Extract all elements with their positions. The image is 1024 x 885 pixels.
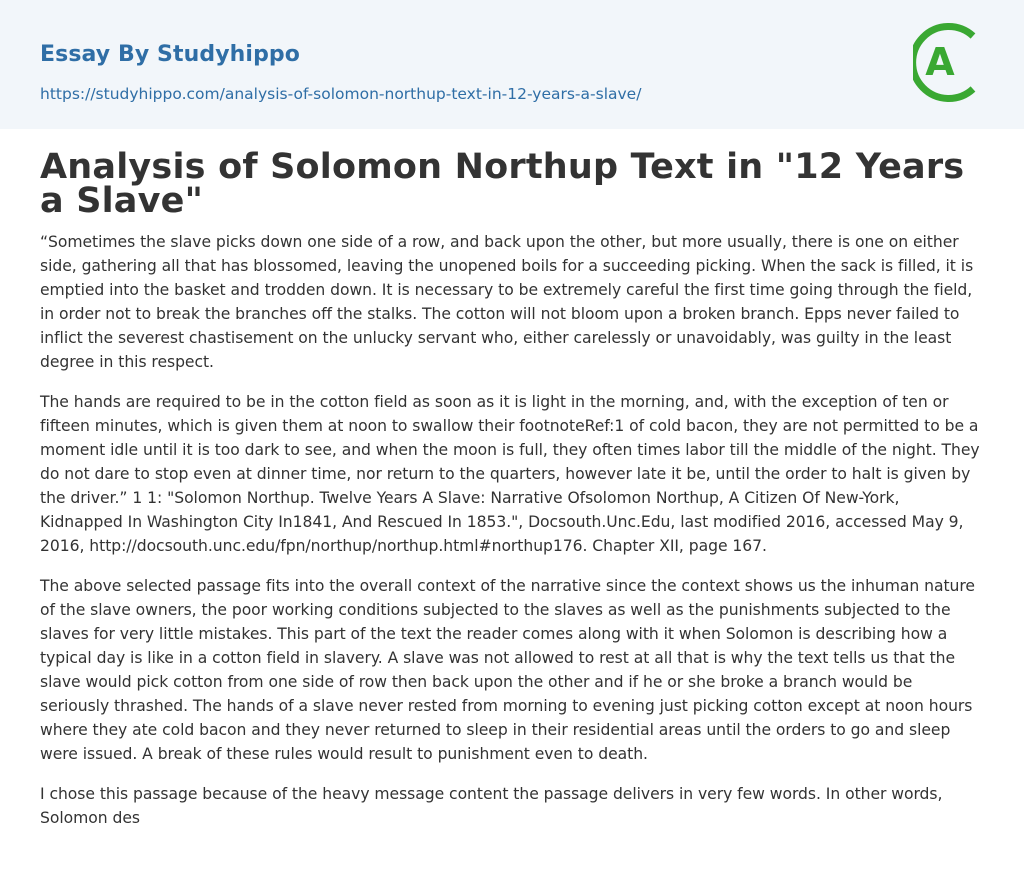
article-paragraph: “Sometimes the slave picks down one side of a row, and back upon the other, but more usually, there is one on either side, gathering all that has blossomed, leaving the unopened boils for a succeeding picking. When the sack is filled, it is emptied into the basket and trodden down. It is necessary to be extremely careful the first time going through the field, in order not to break the branches off the stalks. The cotton will not bloom upon a broken branch. Epps never failed to inflict the severest chastisement on the unlucky servant who, either carelessly or unavoidably, was guilty in the least degree in this respect. bbox=[40, 233, 974, 371]
article-title: Analysis of Solomon Northup Text in "12 Years a Slave" bbox=[40, 147, 965, 221]
article-paragraph: I chose this passage because of the heavy message content the passage delivers in very few words. In other words, Solomon des bbox=[40, 785, 943, 827]
article bbox=[0, 147, 1024, 830]
studyhippo-logo-icon[interactable] bbox=[913, 20, 985, 105]
article-paragraph: The above selected passage fits into the overall context of the narrative since the context shows us the inhuman nature of the slave owners, the poor working conditions subjected to the slaves as well as the punishments subjected to the slaves for very little mistakes. This part of the text the reader comes along with it when Solomon is describing how a typical day is like in a cotton field in slavery. A slave was not allowed to rest at all that is why the text tells us that the slave would pick cotton from one side of row then back upon the other and if he or she broke a branch would be seriously thrashed. The hands of a slave never rested from morning to evening just picking cotton except at noon hours where they ate cold bacon and they never returned to sleep in their residential areas until the orders to go and sleep were issued. A break of these rules would result to punishment even to death. bbox=[40, 577, 975, 763]
site-brand[interactable]: Essay By Studyhippo bbox=[40, 42, 300, 67]
essay-url-link[interactable]: https://studyhippo.com/analysis-of-solomon-northup-text-in-12-years-a-slave/ bbox=[40, 85, 642, 103]
logo-letter: A bbox=[925, 40, 955, 84]
site-header bbox=[0, 0, 1024, 129]
article-paragraph: The hands are required to be in the cotton field as soon as it is light in the morning, and, with the exception of ten or fifteen minutes, which is given them at noon to swallow their footnoteRef:1 of cold bacon, they are not permitted to be a moment idle until it is too dark to see, and when the moon is full, they often times labor till the middle of the night. They do not dare to stop even at dinner time, nor return to the quarters, however late it be, until the order to halt is given by the driver.” 1 1: "Solomon Northup. Twelve Years A Slave: Narrative Ofsolomon Northup, A Citizen Of New-York, Kidnapped In Washington City In1841, And Rescued In 1853.", Docsouth.Unc.Edu, last modified 2016, accessed May 9, 2016, http://docsouth.unc.edu/fpn/northup/northup.html#northup176. Chapter XII, page 167. bbox=[40, 393, 980, 555]
